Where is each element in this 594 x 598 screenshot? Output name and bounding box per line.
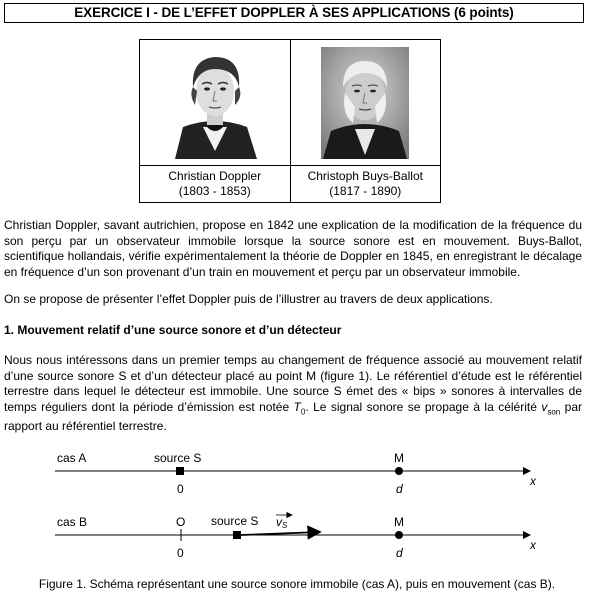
exercise-title: EXERCICE I - DE L’EFFET DOPPLER À SES APPLICATIONS (6 points) [4, 3, 584, 23]
portrait-doppler [140, 40, 291, 166]
case-a-detector-label: M [394, 451, 404, 465]
section-1-text-part1: Nous nous intéressons dans un premier temps au changement de fréquence associé au mouvement relatif d’une source sonore S et d’un détecteur placé au point M (figure 1). Le référentiel d’étude est le référentiel terrestre dans lequel le détecteur est immobile. Une source S émet des « bips » sonores à intervalles de temps réguliers dont la période d’émission est notée [4, 353, 582, 414]
portrait-years: (1817 - 1890) [329, 184, 402, 198]
case-b-source-marker [233, 531, 241, 539]
case-b-axis-label: x [530, 538, 536, 552]
portrait-caption-doppler [140, 166, 291, 203]
case-b-label: cas B [57, 515, 88, 529]
case-a-source-label: source S [154, 451, 202, 465]
section-1-text-part2: . Le signal sonore se propage à la célérité [305, 399, 542, 414]
speed-symbol: v [541, 399, 548, 414]
case-b-detector-label: M [394, 515, 404, 529]
figure-1-diagram [0, 440, 594, 572]
buys-ballot-portrait-image [321, 47, 409, 159]
velocity-subscript: S [282, 521, 288, 530]
case-b-distance: d [396, 546, 403, 560]
intro-paragraph: Christian Doppler, savant autrichien, propose en 1842 une explication de la modification de la fréquence du son perçu par un observateur immobile lorsque la source sonore est en mouvement. Buys-Ballot, scientifique hollandais, vérifie expérimentalement la théorie de Doppler en 1845, en enregistrant le décalage en fréquence d’un son provenant d’un train en mouvement et perçu par un observateur immobile. [4, 218, 582, 279]
doppler-portrait-image [169, 47, 261, 159]
portrait-years: (1803 - 1853) [178, 184, 251, 198]
section-1-text-part3: par rapport au référentiel terrestre. [4, 399, 582, 434]
case-b-origin-label: O [176, 515, 186, 529]
case-a-distance: d [396, 482, 403, 496]
case-b-source-label: source S [211, 514, 259, 528]
case-a-label: cas A [57, 451, 87, 465]
portraits-table [139, 39, 441, 203]
section-1-heading: 1. Mouvement relatif d’une source sonore et d’un détecteur [4, 323, 342, 337]
figure-1-caption: Figure 1. Schéma représentant une source sonore immobile (cas A), puis en mouvement (cas B). [38, 577, 556, 591]
portrait-caption-buys-ballot [290, 166, 440, 203]
speed-subscript: son [547, 406, 561, 416]
portrait-name: Christoph Buys-Ballot [307, 169, 423, 183]
period-subscript: 0 [300, 406, 306, 416]
case-a-detector-marker [395, 467, 403, 475]
case-b-zero: 0 [177, 546, 184, 560]
portrait-name: Christian Doppler [168, 169, 262, 183]
velocity-v: v [276, 515, 282, 529]
case-b-detector-marker [395, 531, 403, 539]
case-a-source-marker [176, 467, 184, 475]
case-a-axis-label: x [530, 474, 536, 488]
portrait-buys-ballot [290, 40, 440, 166]
velocity-symbol [276, 515, 288, 530]
section-1-paragraph [4, 353, 582, 435]
period-symbol: T [293, 399, 301, 414]
case-a-zero: 0 [177, 482, 184, 496]
purpose-paragraph: On se propose de présenter l’effet Doppler puis de l’illustrer au travers de deux applications. [4, 292, 493, 306]
